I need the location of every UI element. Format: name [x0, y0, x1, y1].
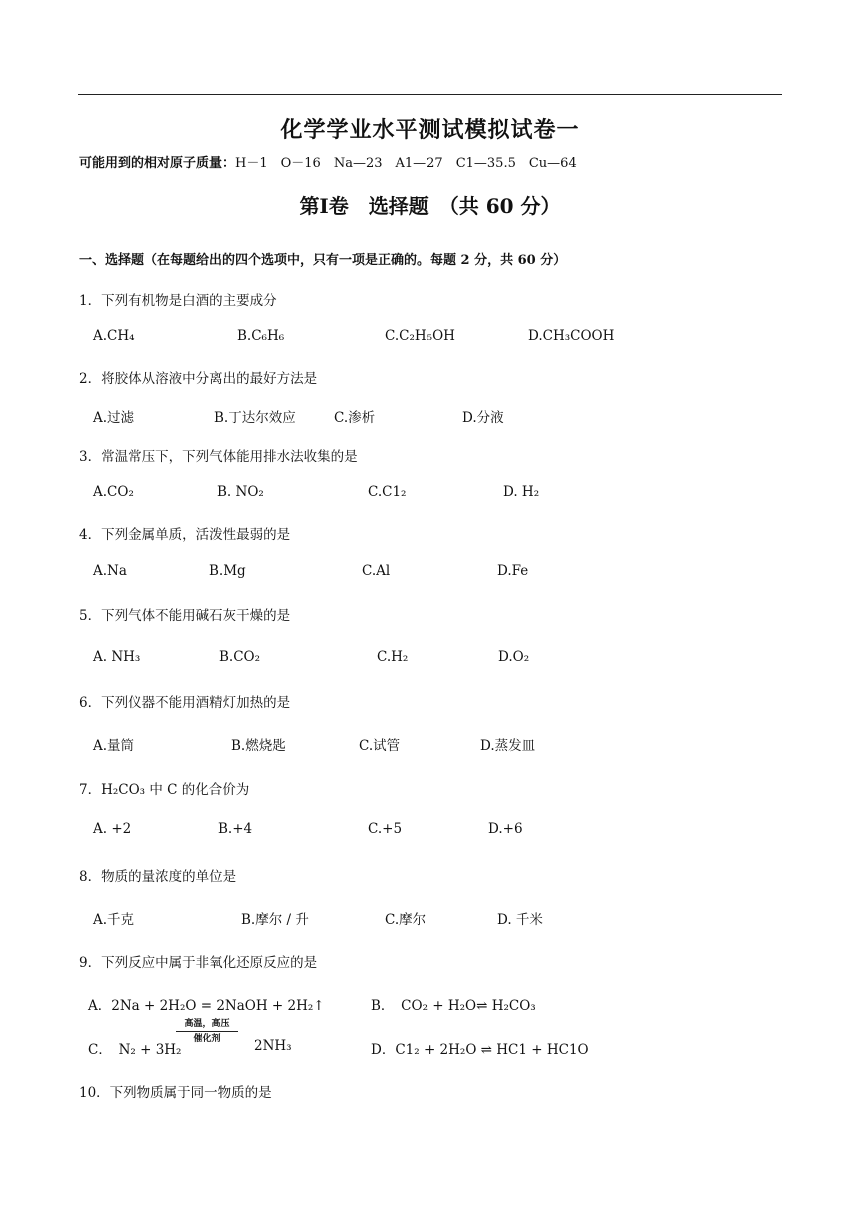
option-d: D.Fe	[497, 563, 529, 579]
option-a: A.Na	[93, 563, 127, 579]
option-b: B.CO₂	[219, 649, 261, 665]
question-stem: 3．常温常压下，下列气体能用排水法收集的是	[79, 449, 358, 465]
question-stem: 1．下列有机物是白酒的主要成分	[79, 293, 277, 309]
atomic-masses-values: H－1 O－16 Na—23 A1—27 C1—35.5 Cu—64	[235, 156, 577, 171]
option-c: C.C1₂	[368, 484, 407, 500]
option-b: B.燃烧匙	[231, 738, 286, 754]
condition-line	[176, 1031, 238, 1032]
question-stem: 8．物质的量浓度的单位是	[79, 869, 237, 885]
option-b: B.Mg	[209, 563, 246, 579]
question-stem: 7．H₂CO₃ 中 C 的化合价为	[79, 782, 250, 798]
section-title: 第Ⅰ卷 选择题 （共 60 分）	[299, 194, 561, 218]
atomic-masses	[79, 152, 577, 171]
header-rule	[78, 94, 782, 95]
option-c: C.C₂H₅OH	[385, 328, 455, 344]
option-a: A.CH₄	[93, 328, 135, 344]
option-d: D.蒸发皿	[480, 738, 536, 754]
page-title: 化学学业水平测试模拟试卷一	[280, 117, 580, 143]
option-a: A.CO₂	[93, 484, 134, 500]
option-a: A. NH₃	[93, 649, 141, 665]
option-b: B. NO₂	[217, 484, 264, 500]
part-heading: 一、选择题（在每题给出的四个选项中，只有一项是正确的。每题 2 分，共 60 分）	[79, 253, 567, 268]
option-b: B.摩尔 / 升	[241, 912, 309, 928]
option-c: C.Al	[362, 563, 391, 579]
option-a: A.量筒	[93, 738, 135, 754]
option-d: D.分液	[462, 410, 504, 426]
option-d: D.+6	[488, 821, 523, 837]
question-stem: 6．下列仪器不能用酒精灯加热的是	[79, 695, 291, 711]
option-d: D.O₂	[498, 649, 530, 665]
option-c: C.+5	[368, 821, 403, 837]
option-a: A.千克	[93, 912, 135, 928]
atomic-masses-label: 可能用到的相对原子质量：	[79, 156, 236, 171]
option-b: B.C₆H₆	[237, 328, 285, 344]
option-c: C． N₂ + 3H₂	[88, 1042, 182, 1058]
option-b: B.+4	[218, 821, 253, 837]
condition-top-label: 高温，高压	[184, 1019, 230, 1029]
option-d: D. 千米	[497, 912, 543, 928]
option-c: C.摩尔	[385, 912, 427, 928]
option-d: D．C1₂ + 2H₂O ⇌ HC1 + HC1O	[371, 1042, 589, 1058]
condition-bottom-label: 催化剂	[193, 1034, 221, 1044]
question-stem: 9．下列反应中属于非氧化还原反应的是	[79, 955, 318, 971]
option-c: C.H₂	[377, 649, 409, 665]
option-c: C.渗析	[334, 410, 376, 426]
option-c: C.试管	[359, 738, 401, 754]
option-d: D.CH₃COOH	[528, 328, 615, 344]
option-a: A.过滤	[93, 410, 135, 426]
option-d: D. H₂	[503, 484, 540, 500]
option-a: A. +2	[93, 821, 132, 837]
option-c-product: 2NH₃	[254, 1038, 292, 1054]
option-b: B.丁达尔效应	[214, 410, 296, 426]
question-stem: 2．将胶体从溶液中分离出的最好方法是	[79, 371, 318, 387]
option-b: B． CO₂ + H₂O⇌ H₂CO₃	[371, 998, 536, 1014]
reaction-condition-arrow	[176, 1018, 238, 1045]
question-stem: 4．下列金属单质，活泼性最弱的是	[79, 527, 291, 543]
question-stem: 5．下列气体不能用碱石灰干燥的是	[79, 608, 291, 624]
question-stem: 10．下列物质属于同一物质的是	[79, 1085, 272, 1101]
option-a: A．2Na + 2H₂O = 2NaOH + 2H₂↑	[88, 998, 325, 1014]
